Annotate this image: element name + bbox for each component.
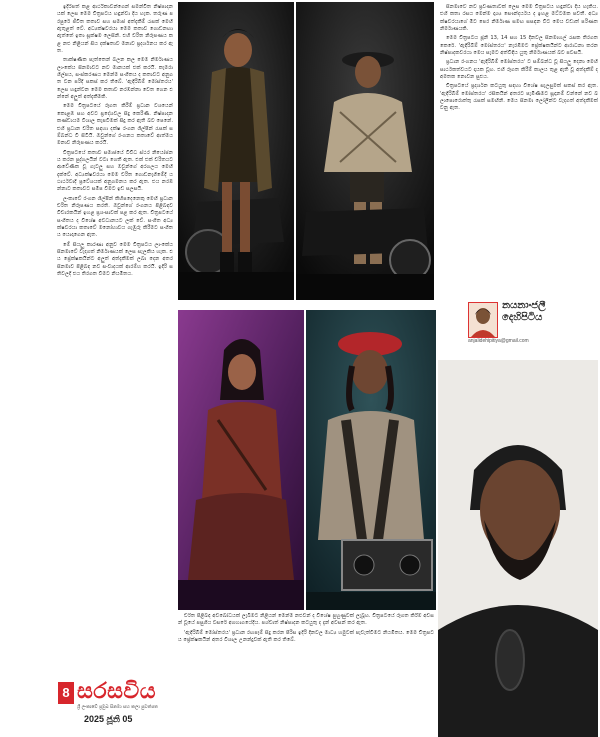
- paragraph: ඉදිරිපත් කළ ආර්ථිකාවන්ගෙන් සමන්විත නිෂ්පාදනයක් ලෙස මෙම චිත්‍රපටය හඳුන්වා දිය හැක. තරුණ පරපුරේ ජීවිත කතාව සහ සමාජ අත්දැකීම් රැසක් මෙහි ඇතුළත් වේ. අධ්‍යක්ෂවරයා මෙම කතාව ගොඩනඟා ඇත්තේ ඉතා සූක්ෂම ලෙසිනි. එහි චරිත නිරූපණය කළ නළු නිළියන් සිය දක්ෂතාව මනාව ප්‍රදර්ශනය කර ඇත.: [57, 4, 173, 55]
- author-email: anjalidehipitiya@gmail.com: [468, 338, 529, 344]
- photo-director-portrait: [438, 360, 598, 737]
- author-name-line2: දෙහිපිටිය: [502, 312, 543, 323]
- paragraph: මෙම චිත්‍රපටයේ රූගත කිරීම් ප්‍රධාන වශයෙන් කොළඹ සහ අවට ප්‍රදේශවල සිදු කෙරිණි. නිෂ්පාදන කණ්ඩායම විශාල කැපවීමක් සිදු කර ඇති බව පෙනේ. එහි ප්‍රධාන චරිත සඳහා දක්ෂ රංගන ශිල්පීන් රැසක් සම්බන්ධ වී සිටියි. ඔවුන්ගේ රංගනය කතාවේ ආත්මය මනාව නිරූපණය කරයි.: [57, 103, 173, 147]
- paragraph: මෙම චිත්‍රපටය ජූනි 13, 14 සහ 15 දිනවල සිනමාහල් රැසක තිරගත කෙරේ. 'ඇඳිරිබිම් මෝස්තරය' නැරඹීමට ප්‍රේක්ෂකයින්ට ආරාධනා කරන නිෂ්පාදකවරයා මෙය සැමට අත්විඳිය යුතු නිර්මාණයක් බව පවසයි.: [440, 35, 598, 57]
- paragraph: 'ඇඳිරිබිම් මෝස්තරය' ප්‍රධාන රඟපෑම් සිදු කරන පිරිස ඉදිරි දිනවල මාධ්‍ය හමුවක් පැවැත්වීමට නියමිතය. මෙම චිත්‍රපටය ප්‍රේක්ෂකයින් අතර විශාල උනන්දුවක් ඇති කර තිබේ.: [178, 629, 434, 644]
- author-byline: [468, 300, 598, 346]
- page-number-badge: 8: [58, 682, 74, 704]
- publication-tagline: ශ්‍රී ලංකාවේ ප්‍රමුඛ සිනමා සහ කලා පුවත්පත: [77, 705, 158, 710]
- paragraph: සිනමාවේ නව ප්‍රවණතාවක් ලෙස මෙම චිත්‍රපටය හඳුන්වා දිය හැකිය. එහි කතා රසය මෙන්ම දෘශ්‍ය සෞන්දර්යය ද ඉහළ මට්ටමක පවතී. අධ්‍යක්ෂවරයාගේ මීට පෙර නිර්මාණ සමඟ සසඳන විට මෙය වඩාත් පරිණත නිර්මාණයකි.: [440, 4, 598, 33]
- paragraph: ප්‍රධාන රංගනය 'ඇඳිරිබිම් මෝස්තරය' ට සම්බන්ධ වූ සියලු දෙනා මෙහි සාර්ථකත්වයට දායක වූහ. එහි රූගත කිරීම් කාලය තුළ ඇති වූ අත්දැකීම් ද අමතක නොවන සුළුය.: [440, 59, 598, 81]
- author-name-line1: නයනාංජලී: [502, 300, 546, 311]
- author-avatar: [468, 302, 498, 338]
- paragraph: ලංකාවේ රංගන ශිල්පීන් කිහිපදෙනෙකු මෙහි ප්‍රධාන චරිත නිරූපණය කරති. ඔවුන්ගේ රංගනය පිළිබඳව විචාරකයින් ඉහළ ප්‍රශංසාවක් පළ කර ඇත. චිත්‍රපටයේ සංගීතය ද විශේෂ අවධානයට ලක් වේ. සංගීත අධ්‍යක්ෂවරයා කතාවේ මනෝභාවය ගැඹුරු කිරීමට සංගීතය යොදාගෙන ඇත.: [57, 195, 173, 239]
- author-name: [502, 300, 598, 324]
- photo-actress-hat-poncho: [296, 2, 434, 300]
- photo-actress-motorbike: [178, 2, 294, 300]
- publication-title: සරසවිය: [77, 678, 157, 704]
- paragraph: චිත්‍රපටයේ කතාව සමාජයේ විවිධ ස්ථර නියෝජනය කරන පුද්ගලයින් වටා ගෙතී ඇත. එක් එක් චරිතයට ආවේණික වූ ගැටලු සහ ඔවුන්ගේ අරගලය මෙහි දැක්වේ. අධ්‍යක්ෂවරයා මෙම චරිත ගොඩනැගීමේදී යථාර්ථවාදී ප්‍රවේශයක් අනුගමනය කර ඇත. එය නරඹන්නාට කතාවට සමීප වීමට ඉඩ සලසයි.: [57, 149, 173, 193]
- article-right-column: [440, 4, 598, 292]
- photo-actress-purple: [178, 310, 304, 610]
- paragraph: මේ සියලු කාරණා අනුව මෙම චිත්‍රපටය ලාංකේය සිනමාවේ වැදගත් නිර්මාණයක් ලෙස සැලකිය හැක. එය ප්‍රේක්ෂකයින්ට අලුත් අත්දැකීමක් ලබා දෙන අතර සිනමාව පිළිබඳ නව සංවාදයක් ආරම්භ කරයි. ඉදිරි සතිවලදී එය තිරගත වීමට නියමිතය.: [57, 241, 173, 278]
- article-left-column: [57, 4, 173, 669]
- article-bottom-column: [178, 613, 434, 737]
- publication-masthead: [58, 680, 173, 730]
- paragraph: චිත්‍රපටයේ ප්‍රදර්ශන කටයුතු සඳහා විශේෂ සැලසුමක් සකස් කර ඇත. 'ඇඳිරිබිම් මෝස්තරය' රසිකයින් අතරට පැමිණීමට සූදානම් වන්නේ නව බලාපොරොත්තු රැසක් සමඟිනි. මෙය සිනමා ලෝලීන්ට වැදගත් අත්දැකීමක් වනු ඇත.: [440, 83, 598, 112]
- paragraph: තාක්ෂණික පැත්තෙන් බලන කල මෙම නිර්මාණය ලාංකේය සිනමාවට නව මානයක් එක් කරයි. කැමරා ශිල්පය, සංස්කරණය මෙන්ම සංගීතය ද කතාවට අනුගත වන පරිදි සකස් කර තිබේ. 'ඇඳිරිබිම් මෝස්තරය' ලෙස හඳුන්වන මෙම කතාව නරඹන්නා වෙත ගෙන එන්නේ අලුත් අත්දැකීමකි.: [57, 57, 173, 101]
- paragraph: චරිත පිළිබඳ අවබෝධයක් ලැබීමට නිළියන් මෙන්ම නළුවන් ද විශේෂ පුහුණුවක් ලැබූහ. චිත්‍රපටයේ රූගත කිරීම් අවසන් වූයේ පසුගිය වසරේ අගභාගයේදීය. පශ්චාත් නිෂ්පාදන කටයුතු ද දැන් අවසන් කර ඇත.: [178, 613, 434, 627]
- issue-date: 2025 ජූනි 05: [84, 714, 133, 724]
- photo-actress-red-beret: [306, 310, 436, 610]
